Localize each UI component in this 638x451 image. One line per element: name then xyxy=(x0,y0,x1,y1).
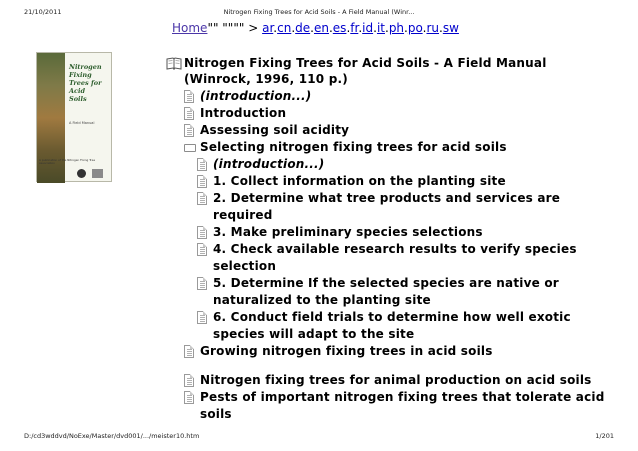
print-document-title: Nitrogen Fixing Trees for Acid Soils - A Field Manual (Winr... xyxy=(223,8,415,16)
document-icon xyxy=(184,124,194,137)
document-icon xyxy=(197,192,207,205)
document-icon xyxy=(184,107,194,120)
print-file-path: D:/cd3wddvd/NoExe/Master/dvd001/.../meister10.htm xyxy=(24,432,200,440)
lang-link-ph[interactable]: ph xyxy=(388,21,405,35)
toc-item-label: Introduction xyxy=(200,106,287,120)
nav-arrow: > xyxy=(248,21,259,35)
document-icon xyxy=(184,391,194,404)
lang-link-es[interactable]: es xyxy=(332,21,347,35)
contents-tree: Nitrogen Fixing Trees for Acid Soils - A Field Manual (Winrock, 1996, 110 p.) (introduction...) Introduction Assessing soil acidity Selecting nitrogen fixing trees for acid soils (introduction...) 1. Collect information on the planting site 2. Determine what tree products and services are required 3. Make preliminary species selections 4. Check available research results to verify species selection 5. Determine If the selected species are native or naturalized to the planting site 6. Conduct field trials to determine how well exotic species will adapt to the site Growing nitrogen fixing trees in acid soils Nitrogen fixing trees for animal production on acid soils Pests of important nitrogen fixing trees that tolerate acid soils xyxy=(0,0,638,451)
toc-item-label: (introduction...) xyxy=(213,157,325,171)
document-icon xyxy=(184,90,194,103)
lang-link-id[interactable]: id xyxy=(362,21,374,35)
document-icon xyxy=(197,277,207,290)
lang-link-sw[interactable]: sw xyxy=(442,21,459,35)
document-icon xyxy=(197,243,207,256)
folder-icon xyxy=(184,144,196,152)
cover-subtitle: A Field Manual xyxy=(69,121,95,125)
document-icon xyxy=(197,175,207,188)
document-icon xyxy=(197,311,207,324)
lang-link-de[interactable]: de xyxy=(295,21,311,35)
toc-item-label: Selecting nitrogen fixing trees for acid soils xyxy=(200,140,507,154)
toc-item-label: 3. Make preliminary species selections xyxy=(213,225,483,239)
lang-link-ru[interactable]: ru xyxy=(426,21,439,35)
lang-link-cn[interactable]: cn xyxy=(277,21,292,35)
lang-link-ar[interactable]: ar xyxy=(262,21,274,35)
document-icon xyxy=(184,345,194,358)
toc-item-label: 5. Determine If the selected species are native or xyxy=(213,276,559,290)
document-icon xyxy=(197,158,207,171)
open-book-icon xyxy=(166,57,182,70)
lang-link-en[interactable]: en xyxy=(313,21,329,35)
toc-item-label: 4. Check available research results to verify species xyxy=(213,242,577,256)
print-date: 21/10/2011 xyxy=(24,8,62,16)
toc-item-label: (introduction...) xyxy=(200,89,312,103)
toc-item-label: Nitrogen fixing trees for animal production on acid soils xyxy=(200,373,592,387)
book-title-text: Nitrogen Fixing Trees for Acid Soils - A Field Manual xyxy=(184,56,547,70)
print-page-number: 1/201 xyxy=(595,432,614,440)
cover-publisher-note: A publication of the Nitrogen Fixing Tree Association xyxy=(39,158,96,166)
lang-link-po[interactable]: po xyxy=(407,21,423,35)
toc-item-label: Pests of important nitrogen fixing trees that tolerate acid xyxy=(200,390,605,404)
toc-item-label: 6. Conduct field trials to determine how well exotic xyxy=(213,310,571,324)
toc-item-label: 1. Collect information on the planting site xyxy=(213,174,506,188)
top-navigation: Home"" """" > ar.cn.de.en.es.fr.id.it.ph.po.ru.sw xyxy=(172,21,459,35)
toc-item-label: Growing nitrogen fixing trees in acid soils xyxy=(200,344,493,358)
nav-quotes: "" """" xyxy=(207,21,245,35)
cover-title: Nitrogen Fixing Trees for Acid Soils xyxy=(69,63,102,103)
lang-link-fr[interactable]: fr xyxy=(350,21,359,35)
home-link[interactable]: Home xyxy=(172,21,208,35)
toc-item-label: Assessing soil acidity xyxy=(200,123,350,137)
toc-item-label: 2. Determine what tree products and services are xyxy=(213,191,561,205)
lang-link-it[interactable]: it xyxy=(376,21,385,35)
document-icon xyxy=(184,374,194,387)
document-icon xyxy=(197,226,207,239)
